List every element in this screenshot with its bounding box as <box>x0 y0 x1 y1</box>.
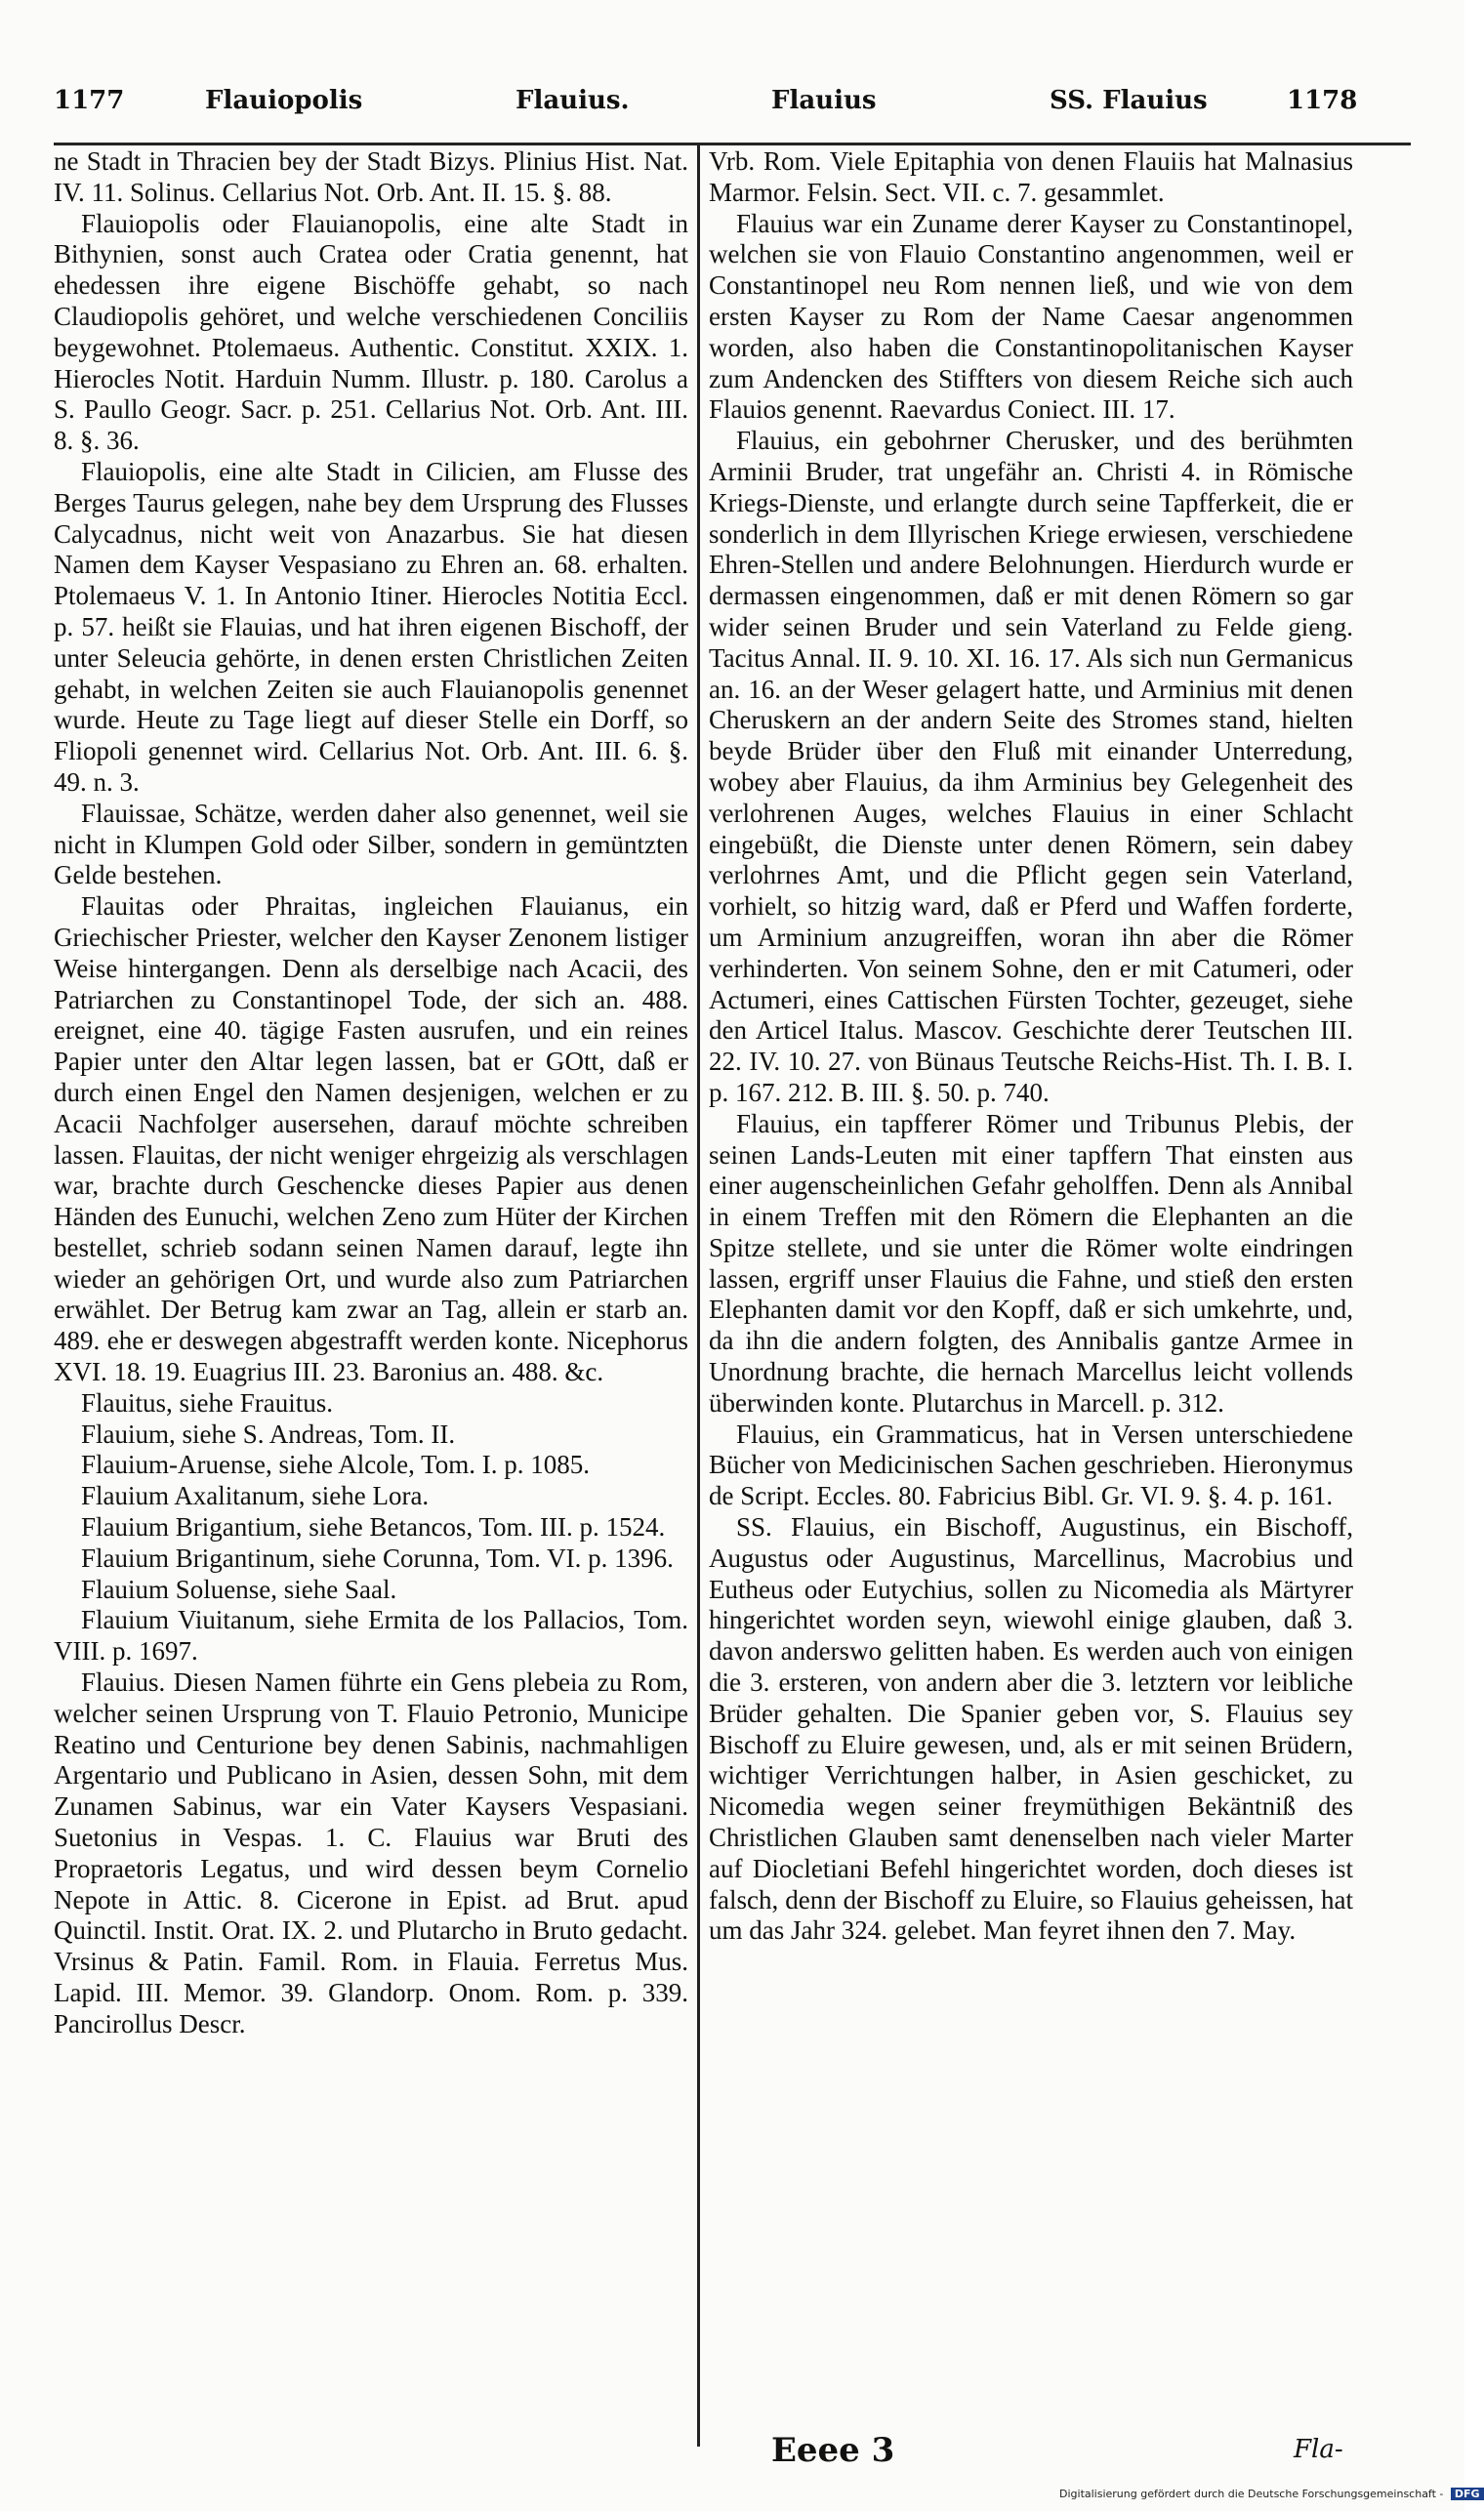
left-column-entry: Flauium Soluense, siehe Saal. <box>81 1574 397 1604</box>
left-column-entry: Flauiopolis oder Flauianopolis, eine alte Stadt in Bithynien, sonst auch Cratea oder Cratia genennt, hat ehedessen ihre eigene Bischöffe gehabt, so nach Claudiopolis gehöret, und welche verschiedenen Conciliis beygewohnet. Ptolemaeus. Authentic. Constitut. XXIX. 1. Hierocles Notit. Harduin Numm. Illustr. p. 180. Carolus a S. Paullo Geogr. Sacr. p. 251. Cellarius Not. Orb. Ant. III. 8. §. 36. <box>54 208 688 456</box>
left-column-entry: Flauium Brigantium, siehe Betancos, Tom. III. p. 1524. <box>81 1512 666 1543</box>
page-number-right: 1178 <box>1287 86 1358 115</box>
running-head-right-b: SS. Flauius <box>1050 86 1208 115</box>
catchword: Fla- <box>1294 2435 1343 2464</box>
left-column-entry: Flauius. Diesen Namen führte ein Gens plebeia zu Rom, welcher seinen Ursprung von T. Flauio Petronio, Municipe Reatino und Centurione bey denen Sabinis, nachmahligen Argentario und Publicano in Asien, dessen Sohn, mit dem Zunamen Sabinus, war ein Vater Kaysers Vespasiani. Suetonius in Vespas. 1. C. Flauius war Bruti des Propraetoris Legatus, und wird dessen beym Cornelio Nepote in Attic. 8. Cicerone in Epist. ad Brut. apud Quinctil. Instit. Orat. IX. 2. und Plutarcho in Bruto gedacht. Vrsinus & Patin. Famil. Rom. in Flauia. Ferretus Mus. Lapid. III. Memor. 39. Glandorp. Onom. Rom. p. 339. Pancirollus Descr. <box>54 1667 688 2038</box>
digitization-note <box>1059 2488 1484 2500</box>
running-head-left-b: Flauius. <box>515 86 630 115</box>
running-head-left-a: Flauiopolis <box>205 86 363 115</box>
column-divider <box>697 143 700 2447</box>
running-head-right-a: Flauius <box>771 86 877 115</box>
signature-mark: Eeee 3 <box>771 2431 895 2470</box>
left-column-entry: Flauium Brigantinum, siehe Corunna, Tom. VI. p. 1396. <box>81 1543 674 1573</box>
right-column-entry: SS. Flauius, ein Bischoff, Augustinus, ein Bischoff, Augustus oder Augustinus, Marcellinus, Macrobius und Eutheus oder Eutychius, sollen zu Nicomedia als Märtyrer hingerichtet worden seyn, wiewohl einige glauben, daß 3. davon anderswo gelitten haben. Es werden auch von einigen die 3. ersteren, von andern aber die 3. letztern vor leibliche Brüder gehalten. Die Spanier geben vor, S. Flauius sey Bischoff zu Eluire gewesen, und, als er mit seinen Brüdern, wichtiger Verrichtungen halber, in Asien geschicket, zu Nicomedia wegen seiner freymüthigen Bekäntniß des Christlichen Glauben samt denenselben nach vieler Marter auf Diocletiani Befehl hingerichtet worden, doch dieses ist falsch, denn der Bischoff zu Eluire, so Flauius geheissen, hat um das Jahr 324. gelebet. Man feyret ihnen den 7. May. <box>709 1512 1353 1946</box>
left-column-entry: ne Stadt in Thracien bey der Stadt Bizys. Plinius Hist. Nat. IV. 11. Solinus. Cellarius Not. Orb. Ant. II. 15. §. 88. <box>54 146 688 207</box>
right-column-entry: Flauius, ein Grammaticus, hat in Versen unterschiedene Bücher von Medicinischen Sachen geschrieben. Hieronymus de Script. Eccles. 80. Fabricius Bibl. Gr. VI. 9. §. 4. p. 161. <box>709 1419 1353 1511</box>
digitization-note-text: Digitalisierung gefördert durch die Deutsche Forschungsgemeinschaft - <box>1059 2488 1444 2500</box>
dfg-logo: DFG <box>1451 2488 1484 2500</box>
left-column-entry: Flauium-Aruense, siehe Alcole, Tom. I. p. 1085. <box>81 1450 591 1480</box>
right-column-entry: Flauius, ein gebohrner Cherusker, und des berühmten Arminii Bruder, trat ungefähr an. Christi 4. in Römische Kriegs-Dienste, und erlangte durch seine Tapfferkeit, die er sonderlich in dem Illyrischen Kriege erwiesen, verschiedene Ehren-Stellen und andere Belohnungen. Hierdurch wurde er dermassen eingenommen, daß er mit denen Römern so gar wider seinen Bruder und sein Vaterland zu Felde gieng. Tacitus Annal. II. 9. 10. XI. 16. 17. Als sich nun Germanicus an. 16. an der Weser gelagert hatte, und Arminius mit denen Cheruskern an der andern Seite des Stromes stand, hielten beyde Brüder über den Fluß mit einander Unterredung, wobey aber Flauius, da ihm Arminius bey Gelegenheit des verlohrenen Auges, welches Flauius in einer Schlacht eingebüßt, die Dienste unter denen Römern, sein dabey verlohrnes Amt, und die Pflicht gegen sein Vaterland, vorhielt, so hitzig ward, daß er Pferd und Waffen forderte, um Arminium anzugreiffen, woran ihn aber die Römer verhinderten. Von seinem Sohne, den er mit Catumeri, oder Actumeri, eines Cattischen Fürsten Tochter, gezeuget, siehe den Articel Italus. Mascov. Geschichte derer Teutschen III. 22. IV. 10. 27. von Bünaus Teutsche Reichs-Hist. Th. I. B. I. p. 167. 212. B. III. §. 50. p. 740. <box>709 426 1353 1107</box>
right-column <box>709 146 1353 1947</box>
left-column-entry: Flauitas oder Phraitas, ingleichen Flauianus, ein Griechischer Priester, welcher den Kayser Zenonem listiger Weise hintergangen. Denn als derselbige nach Acacii, des Patriarchen zu Constantinopel Tode, der sich an. 488. ereignet, eine 40. tägige Fasten ausrufen, und ein reines Papier unter den Altar legen lassen, bat er GOtt, daß er durch einen Engel den Namen desjenigen, welchen er zu Acacii Nachfolger ausersehen, darauf möchte schreiben lassen. Flauitas, der nicht weniger ehrgeizig als verschlagen war, brachte durch Geschencke dieses Papier aus denen Händen des Eunuchi, welchen Zeno zum Hüter der Kirchen bestellet, schrieb sodann seinen Namen darauf, legte ihn wieder an gehörigen Ort, und wurde also zum Patriarchen erwählet. Der Betrug kam zwar an Tag, allein er starb an. 489. ehe er deswegen abgestrafft werden konte. Nicephorus XVI. 18. 19. Euagrius III. 23. Baronius an. 488. &c. <box>54 891 688 1387</box>
left-column-entry: Flauiopolis, eine alte Stadt in Cilicien, am Flusse des Berges Taurus gelegen, nahe bey dem Ursprung des Flusses Calycadnus, nicht weit von Anazarbus. Sie hat diesen Namen dem Kayser Vespasiano zu Ehren an. 68. erhalten. Ptolemaeus V. 1. In Antonio Itiner. Hierocles Notitia Eccl. p. 57. heißt sie Flauias, und hat ihren eigenen Bischoff, der unter Seleucia gehörte, in denen ersten Christlichen Zeiten gehabt, in welchen Zeiten sie auch Flauianopolis genennet wurde. Heute zu Tage liegt auf dieser Stelle ein Dorff, so Fliopoli genennet wird. Cellarius Not. Orb. Ant. III. 6. §. 49. n. 3. <box>54 456 688 797</box>
left-column-entry: Flauissae, Schätze, werden daher also genennet, weil sie nicht in Klumpen Gold oder Silber, sondern in gemüntzten Gelde bestehen. <box>54 798 688 890</box>
right-column-entry: Flauius, ein tapfferer Römer und Tribunus Plebis, der seinen Lands-Leuten mit einer tapffern That einsten aus einer augenscheinlichen Gefahr geholffen. Denn als Annibal in einem Treffen mit den Römern die Elephanten an die Spitze stellete, und sie unter die Römer wolte eindringen lassen, ergriff unser Flauius die Fahne, und stieß den ersten Elephanten damit vor den Kopff, daß er sich umkehrte, und, da ihn die andern folgten, des Annibalis gantze Armee in Unordnung brachte, die hernach Marcellus leicht vollends überwinden konte. Plutarchus in Marcell. p. 312. <box>709 1108 1353 1418</box>
right-column-entry: Flauius war ein Zuname derer Kayser zu Constantinopel, welchen sie von Flauio Constantino angenommen, weil er Constantinopel neu Rom nennen ließ, und wie von dem ersten Kayser zu Rom der Name Caesar angenommen worden, also haben die Constantinopolitanischen Kayser zum Andencken des Stiffters von diesem Reiche sich auch Flauios genennt. Raevardus Coniect. III. 17. <box>709 208 1353 425</box>
right-column-entry: Vrb. Rom. Viele Epitaphia von denen Flauiis hat Malnasius Marmor. Felsin. Sect. VII. c. 7. gesammlet. <box>709 146 1353 207</box>
page-number-left: 1177 <box>54 86 125 115</box>
left-column-entry: Flauitus, siehe Frauitus. <box>81 1387 333 1418</box>
left-column-entry: Flauium, siehe S. Andreas, Tom. II. <box>81 1419 456 1449</box>
left-column-entry: Flauium Axalitanum, siehe Lora. <box>81 1481 430 1511</box>
header-rule <box>54 143 1411 145</box>
left-column <box>54 146 688 2040</box>
left-column-entry: Flauium Viuitanum, siehe Ermita de los Pallacios, Tom. VIII. p. 1697. <box>54 1605 688 1667</box>
